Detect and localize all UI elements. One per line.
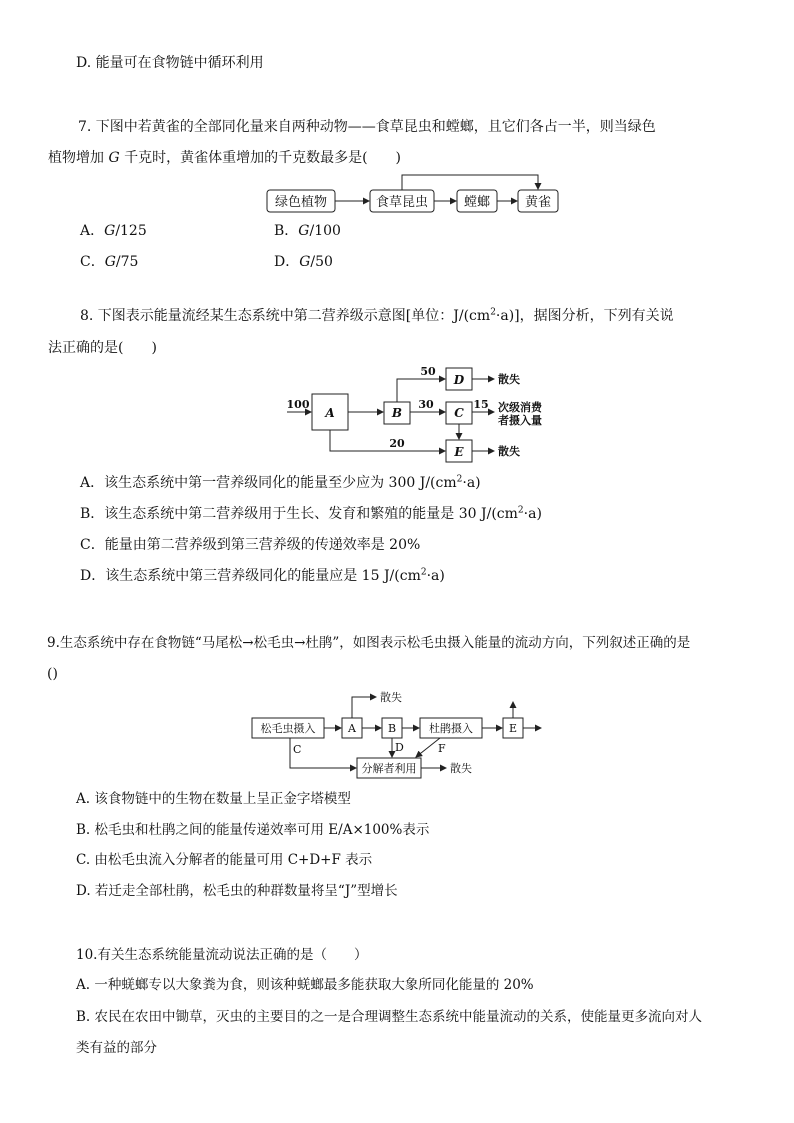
q8-option-b-text: B．该生态系统中第二营养级用于生长、发育和繁殖的能量是 30 J/(cm <box>80 506 518 522</box>
q9-label-b: B <box>387 722 397 735</box>
q9-box-b <box>382 718 402 738</box>
q8-option-a-text: A．该生态系统中第一营养级同化的能量至少应为 300 J/(cm <box>80 475 457 491</box>
q9-label-intake: 松毛虫摄入 <box>260 722 316 735</box>
q8-label-e: E <box>454 445 464 459</box>
q8-value-20: 20 <box>389 437 405 450</box>
q7-option-d-g: G <box>299 254 311 270</box>
q7-option-c-prefix: C． <box>80 254 105 270</box>
q8-arrow-b-d <box>397 379 445 402</box>
q7-option-a-prefix: A． <box>80 223 105 239</box>
q6-option-d: D. 能量可在食物链中循环利用 <box>76 55 264 71</box>
q7-stem-line2-a: 植物增加 <box>48 150 109 166</box>
q8-value-100: 100 <box>286 398 310 411</box>
q7-box-mantis <box>457 190 497 212</box>
q8-option-b-tail: ·a) <box>523 506 542 522</box>
q7-option-c-g: G <box>104 254 116 270</box>
q8-option-b-sup: 2 <box>517 505 524 516</box>
q9-label-a: A <box>348 722 356 735</box>
q8-stem-line1 <box>80 306 674 326</box>
q7-stem-line1: 7. 下图中若黄雀的全部同化量来自两种动物——食草昆虫和螳螂，且它们各占一半，则当绿色 <box>78 119 656 135</box>
q8-label-b: B <box>391 406 403 420</box>
q8-box-a <box>312 394 348 430</box>
q8-value-30: 30 <box>418 398 434 411</box>
q7-label-herbivore-insect: 食草昆虫 <box>375 195 429 210</box>
q7-stem-line2 <box>48 148 401 168</box>
q8-label-c: C <box>454 406 464 420</box>
q8-stem-line2: 法正确的是( ) <box>48 340 157 356</box>
q7-option-b-suffix: /100 <box>309 223 341 239</box>
q9-arrow-cuckoo-decomposer <box>416 738 440 757</box>
q9-option-b: B. 松毛虫和杜鹃之间的能量传递效率可用 E/A×100%表示 <box>76 822 430 838</box>
q9-label-decomposer: 分解者利用 <box>361 762 417 775</box>
q7-label-mantis: 螳螂 <box>463 195 491 210</box>
q8-box-b <box>384 402 410 424</box>
q9-label-loss-bottom: 散失 <box>450 762 472 775</box>
q8-box-d <box>446 368 472 390</box>
q8-option-d <box>80 566 445 586</box>
q7-option-d-prefix: D． <box>274 254 300 270</box>
q7-box-siskin <box>518 190 558 212</box>
q8-option-d-sup: 2 <box>420 567 427 578</box>
q7-box-green-plant <box>267 190 335 212</box>
q8-label-d: D <box>453 373 465 387</box>
q7-arrow-insect-siskin <box>402 175 538 190</box>
q8-option-d-text: D．该生态系统中第三营养级同化的能量应是 15 J/(cm <box>80 568 421 584</box>
q8-diagram-lines <box>287 368 494 462</box>
q7-box-herbivore-insect <box>370 190 434 212</box>
q10-option-a: A. 一种蜣螂专以大象粪为食，则该种蜣螂最多能获取大象所同化能量的 20% <box>76 977 534 993</box>
q7-option-a-suffix: /125 <box>115 223 147 239</box>
q9-option-d: D. 若迁走全部杜鹃，松毛虫的种群数量将呈“J”型增长 <box>76 883 398 899</box>
q7-diagram-group <box>267 175 558 212</box>
q9-label-e: E <box>508 722 518 735</box>
q9-arrow-intake-decomposer <box>290 738 356 768</box>
q7-option-b-g: G <box>298 223 310 239</box>
q8-option-a-tail: ·a) <box>462 475 481 491</box>
q7-option-d <box>274 252 333 272</box>
q8-box-e <box>446 440 472 462</box>
q8-loss-top: 散失 <box>498 373 520 386</box>
q7-stem-g: G <box>108 150 120 166</box>
q7-option-b-prefix: B． <box>274 223 299 239</box>
q9-diagram-lines <box>252 697 541 778</box>
q9-arrow-a-loss <box>352 697 376 718</box>
q7-label-siskin: 黄雀 <box>524 195 552 210</box>
q9-label-cuckoo: 杜鹃摄入 <box>429 722 473 735</box>
q9-label-c: C <box>293 743 302 756</box>
q8-next-consumer-line1: 次级消费 <box>498 401 542 414</box>
q10-stem: 10.有关生态系统能量流动说法正确的是（ ） <box>76 947 368 963</box>
q8-arrow-a-e <box>330 430 445 451</box>
q7-option-a-g: G <box>104 223 116 239</box>
q7-option-a <box>80 221 147 241</box>
q10-option-b-line1: B. 农民在农田中锄草，灭虫的主要目的之一是合理调整生态系统中能量流动的关系，使能量更多流向对人 <box>76 1009 703 1025</box>
q8-value-50: 50 <box>420 365 436 378</box>
q7-label-green-plant: 绿色植物 <box>274 195 328 210</box>
q10-option-b-line2: 类有益的部分 <box>76 1040 157 1056</box>
q9-box-decomposer <box>357 758 421 778</box>
q8-option-c-text: C．能量由第二营养级到第三营养级的传递效率是 20% <box>80 537 421 553</box>
q7-option-c <box>80 252 138 272</box>
q8-option-a <box>80 473 481 493</box>
q7-stem-line2-b: 千克时，黄雀体重增加的千克数最多是( ) <box>119 150 402 166</box>
q8-option-a-sup: 2 <box>456 474 463 485</box>
q8-option-c <box>80 535 420 555</box>
q7-option-c-suffix: /75 <box>115 254 139 270</box>
q9-box-cuckoo <box>420 718 482 738</box>
q8-box-c <box>446 402 472 424</box>
q8-loss-bottom: 散失 <box>498 445 520 458</box>
q9-option-c: C. 由松毛虫流入分解者的能量可用 C+D+F 表示 <box>76 852 373 868</box>
q9-stem-line1: 9.生态系统中存在食物链“马尾松→松毛虫→杜鹃”，如图表示松毛虫摄入能量的流动方向，下列叙述正确的是 <box>47 635 691 651</box>
q9-label-loss-top: 散失 <box>380 691 402 704</box>
q9-label-d: D <box>395 741 404 754</box>
q8-stem-sup: 2 <box>490 307 496 318</box>
q7-option-d-suffix: /50 <box>310 254 333 270</box>
q8-value-15: 15 <box>473 398 489 411</box>
q8-option-d-tail: ·a) <box>426 568 445 584</box>
q8-option-b <box>80 504 542 524</box>
q9-box-e <box>503 718 523 738</box>
q8-stem-line1-a: 8. 下图表示能量流经某生态系统中第二营养级示意图[单位：J/(cm <box>80 308 491 324</box>
q9-box-intake <box>252 718 324 738</box>
q8-label-a: A <box>325 406 335 420</box>
q9-box-a <box>342 718 362 738</box>
q9-stem-line2: () <box>47 666 58 682</box>
q9-option-a: A. 该食物链中的生物在数量上呈正金字塔模型 <box>76 791 351 807</box>
q9-label-f: F <box>438 742 446 755</box>
q8-next-consumer-line2: 者摄入量 <box>498 414 542 427</box>
q7-option-b <box>274 221 341 241</box>
q8-stem-line1-b: ·a)]，据图分析，下列有关说 <box>495 308 674 324</box>
